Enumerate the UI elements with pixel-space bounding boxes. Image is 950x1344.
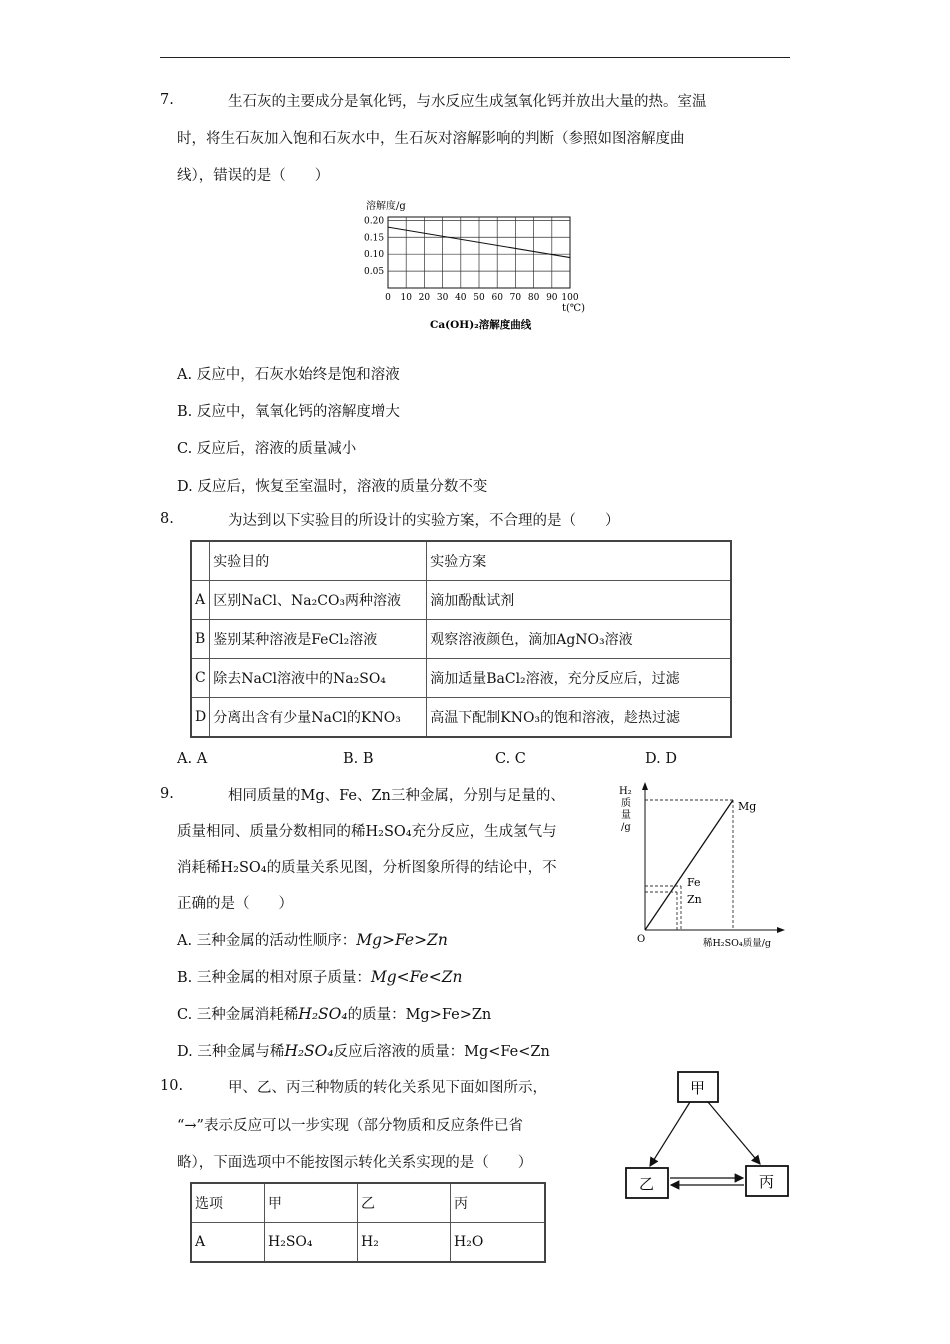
- table-header-cell: 乙: [358, 1183, 451, 1223]
- table-cell: H₂O: [451, 1223, 546, 1263]
- graph-label-zn: Zn: [687, 893, 702, 906]
- chart-xticks: [385, 293, 579, 303]
- table-header-cell: 选项: [191, 1183, 265, 1223]
- table-cell: 分离出含有少量NaCl的KNO₃: [210, 698, 427, 738]
- q7-option-a: A. 反应中，石灰水始终是饱和溶液: [177, 367, 400, 383]
- q8-answer-a: A. A: [177, 751, 208, 767]
- graph-ylabel-4: /g: [621, 822, 631, 833]
- q10-table: [190, 1182, 546, 1263]
- q10-stem-line1: 甲、乙、丙三种物质的转化关系见下面如图所示，: [228, 1080, 547, 1096]
- table-cell: 高温下配制KNO₃的饱和溶液，趁热过滤: [427, 698, 731, 738]
- graph-xlabel: 稀H₂SO₄质量/g: [703, 938, 771, 949]
- chart-xtick-label: 70: [509, 293, 522, 303]
- solubility-chart: [360, 195, 600, 340]
- graph-ylabel-3: 量: [621, 810, 631, 821]
- q8-stem: 为达到以下实验目的所设计的实验方案，不合理的是（ ）: [228, 513, 620, 529]
- q9-number: 9.: [160, 786, 174, 802]
- svg-text:丙: 丙: [759, 1173, 775, 1191]
- chart-xtick-label: 40: [455, 293, 467, 303]
- arrow-jia-bing: [708, 1102, 760, 1164]
- q9-option-c: C. 三种金属消耗稀H₂SO₄的质量：Mg>Fe>Zn: [177, 1005, 492, 1023]
- chart-xtick-label: 20: [418, 293, 431, 303]
- chart-yticks: [364, 216, 384, 277]
- chart-ytick-label: 0.20: [364, 216, 385, 227]
- q8-answer-d: D. D: [645, 751, 677, 767]
- table-cell: H₂: [358, 1223, 451, 1263]
- table-header-cell: 丙: [451, 1183, 546, 1223]
- q7-option-b: B. 反应中，氧氧化钙的溶解度增大: [177, 404, 400, 420]
- table-cell: 区别NaCl、Na₂CO₃两种溶液: [210, 581, 427, 620]
- table-cell: 滴加适量BaCl₂溶液，充分反应后，过滤: [427, 659, 731, 698]
- svg-text:乙: 乙: [639, 1175, 655, 1193]
- conversion-diagram: [620, 1068, 795, 1203]
- table-cell: H₂SO₄: [265, 1223, 358, 1263]
- table-header-row: [191, 1183, 545, 1223]
- chart-xtick-label: 60: [491, 293, 503, 303]
- table-header-cell: 实验方案: [427, 541, 731, 581]
- q10-stem-line3: 略），下面选项中不能按图示转化关系实现的是（ ）: [177, 1155, 533, 1171]
- q8-table: [190, 540, 732, 738]
- q10-stem-line2: “→”表示反应可以一步实现（部分物质和反应条件已省: [177, 1118, 523, 1134]
- table-header-cell: [191, 541, 210, 581]
- chart-xtick-label: 30: [436, 293, 449, 303]
- graph-line: [645, 800, 733, 930]
- q10-number: 10.: [160, 1078, 184, 1094]
- chart-xtick-label: 0: [385, 293, 391, 303]
- hydrogen-mass-graph: [615, 780, 790, 950]
- table-cell: A: [191, 581, 210, 620]
- chart-ytick-label: 0.10: [364, 250, 385, 261]
- q7-stem-line1: 生石灰的主要成分是氧化钙，与水反应生成氢氧化钙并放出大量的热。室温: [228, 94, 707, 110]
- chart-caption: Ca(OH)₂溶解度曲线: [430, 319, 532, 331]
- chart-ylabel: 溶解度/g: [366, 201, 406, 212]
- q9-stem-line1: 相同质量的Mg、Fe、Zn三种金属，分别与足量的、: [228, 788, 565, 804]
- chart-ytick-label: 0.05: [364, 267, 385, 278]
- table-header-row: [191, 541, 731, 581]
- table-cell: 观察溶液颜色，滴加AgNO₃溶液: [427, 620, 731, 659]
- table-header-cell: 实验目的: [210, 541, 427, 581]
- chart-xtick-label: 100: [561, 293, 579, 303]
- q8-answer-c: C. C: [495, 751, 526, 767]
- table-cell: C: [191, 659, 210, 698]
- graph-ylabel-1: H₂: [619, 786, 632, 797]
- q9-stem-line4: 正确的是（ ）: [177, 896, 293, 912]
- chart-xtick-label: 80: [527, 293, 540, 303]
- q9-option-d: D. 三种金属与稀H₂SO₄反应后溶液的质量：Mg<Fe<Zn: [177, 1042, 550, 1060]
- table-cell: B: [191, 620, 210, 659]
- graph-ylabel-2: 质: [621, 798, 631, 809]
- table-row: [191, 1223, 545, 1263]
- q9-stem-line3: 消耗稀H₂SO₄的质量关系见图，分析图象所得的结论中，不: [177, 860, 557, 876]
- svg-text:甲: 甲: [690, 1079, 706, 1097]
- header-rule: [160, 57, 790, 58]
- table-row: [191, 620, 731, 659]
- q7-option-c: C. 反应后，溶液的质量减小: [177, 441, 357, 457]
- q7-stem-line3: 线），错误的是（ ）: [177, 168, 330, 184]
- q9-option-b: B. 三种金属的相对原子质量：Mg<Fe<Zn: [177, 968, 463, 986]
- table-header-cell: 甲: [265, 1183, 358, 1223]
- q9-stem-line2: 质量相同、质量分数相同的稀H₂SO₄充分反应，生成氢气与: [177, 824, 557, 840]
- chart-xtick-label: 10: [400, 293, 412, 303]
- table-cell: 除去NaCl溶液中的Na₂SO₄: [210, 659, 427, 698]
- q7-stem-line2: 时，将生石灰加入饱和石灰水中，生石灰对溶解影响的判断（参照如图溶解度曲: [177, 131, 685, 147]
- q7-number: 7.: [160, 92, 174, 108]
- table-cell: 滴加酚酞试剂: [427, 581, 731, 620]
- arrow-jia-yi: [650, 1102, 690, 1166]
- table-row: [191, 698, 731, 738]
- chart-ytick-label: 0.15: [364, 233, 385, 244]
- q9-option-a: A. 三种金属的活动性顺序：Mg>Fe>Zn: [177, 931, 448, 949]
- graph-origin: O: [637, 934, 646, 945]
- q7-option-d: D. 反应后，恢复至室温时，溶液的质量分数不变: [177, 479, 488, 495]
- q8-number: 8.: [160, 511, 174, 527]
- graph-label-mg: Mg: [738, 800, 757, 813]
- table-cell: D: [191, 698, 210, 738]
- graph-label-fe: Fe: [687, 876, 701, 889]
- table-row: [191, 659, 731, 698]
- chart-xtick-label: 90: [546, 293, 558, 303]
- chart-xtick-label: 50: [473, 293, 485, 303]
- table-cell: A: [191, 1223, 265, 1263]
- table-cell: 鉴别某种溶液是FeCl₂溶液: [210, 620, 427, 659]
- q8-answer-b: B. B: [343, 751, 374, 767]
- table-row: [191, 581, 731, 620]
- chart-xlabel: t(℃): [562, 303, 586, 314]
